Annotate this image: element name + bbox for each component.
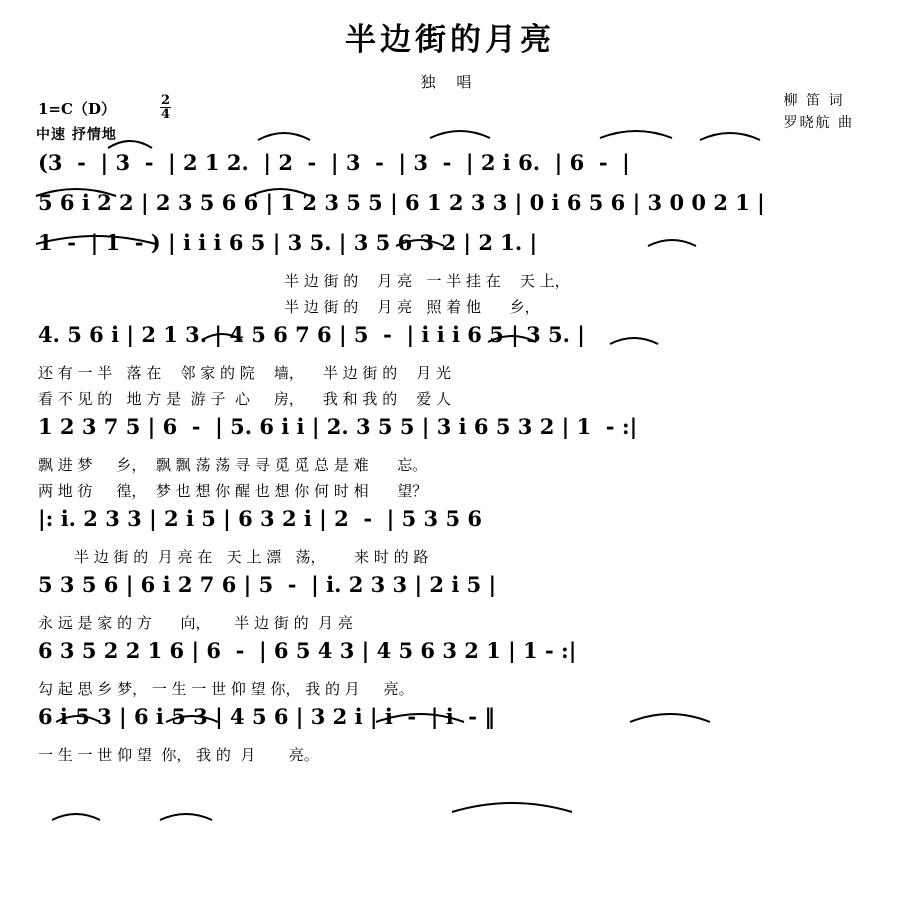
time-signature-numerator: 2 xyxy=(161,93,171,108)
lyric-line-chorus: 半 边 街 的 月 亮 在 天 上 漂 荡， 来 时 的 路 xyxy=(74,548,429,566)
lyric-line-ending: 一 生 一 世 仰 望 你， 我 的 月 亮。 xyxy=(38,746,319,764)
lyricist-credit: 柳 笛 词 xyxy=(783,93,845,109)
key-signature: 1=C（D） xyxy=(38,100,116,118)
composer-credit: 罗晓航 曲 xyxy=(783,115,854,132)
notation-line: 6 i 5 3 | 6 i 5 3 | 4 5 6 | 3 2 i | i - | i - ‖ xyxy=(38,704,495,729)
notation-line: 1 2 3 7 5 | 6 - | 5. 6 i i | 2. 3 5 5 | 3 i 6 5 3 2 | 1 - :| xyxy=(38,414,638,439)
lyric-line-verse2: 两 地 彷 徨， 梦 也 想 你 醒 也 想 你 何 时 相 望？ xyxy=(38,482,428,500)
notation-line: |: i. 2 3 3 | 2 i 5 | 6 3 2 i | 2 - | 5 3 5 6 xyxy=(38,506,483,531)
notation-line: 5 3 5 6 | 6 i 2 7 6 | 5 - | i. 2 3 3 | 2 i 5 | xyxy=(38,572,497,597)
notation-line: (3 - | 3 - | 2 1 2. | 2 - | 3 - | 3 - | 2 i 6. | 6 - | xyxy=(38,150,630,175)
lyric-line-chorus: 永 远 是 家 的 方 向， 半 边 街 的 月 亮 xyxy=(38,614,353,632)
performance-type: 独 唱 xyxy=(420,73,480,91)
notation-line: 6 3 5 2 2 1 6 | 6 - | 6 5 4 3 | 4 5 6 3 2 1 | 1 - :| xyxy=(38,638,577,663)
lyric-line-verse1: 半 边 街 的 月 亮 一 半 挂 在 天 上， xyxy=(284,272,570,290)
notation-line: 4. 5 6 i | 2 1 3. | 4 5 6 7 6 | 5 - | i i i 6 5 | 3 5. | xyxy=(38,322,585,347)
lyric-line-verse1: 飘 进 梦 乡， 飘 飘 荡 荡 寻 寻 觅 觅 总 是 难 忘。 xyxy=(38,456,428,474)
notation-line: 1 - | 1 - ) | i i i 6 5 | 3 5. | 3 5 6 3 2 | 2 1. | xyxy=(38,230,538,255)
page-title: 半边街的月亮 xyxy=(345,22,555,58)
tempo-marking: 中速 抒情地 xyxy=(36,127,117,143)
lyric-line-chorus: 勾 起 思 乡 梦， 一 生 一 世 仰 望 你， 我 的 月 亮。 xyxy=(38,680,414,698)
notation-line: 5 6 i 2 2 | 2 3 5 6 6 | 1 2 3 5 5 | 6 1 2 3 3 | 0 i 6 5 6 | 3 0 0 2 1 | xyxy=(38,190,765,215)
lyric-line-verse2: 半 边 街 的 月 亮 照 着 他 乡， xyxy=(284,298,540,316)
time-signature-denominator: 4 xyxy=(161,107,171,122)
lyric-line-verse2: 看 不 见 的 地 方 是 游 子 心 房， 我 和 我 的 爱 人 xyxy=(38,390,452,408)
lyric-line-verse1: 还 有 一 半 落 在 邻 家 的 院 墙， 半 边 街 的 月 光 xyxy=(38,364,452,382)
